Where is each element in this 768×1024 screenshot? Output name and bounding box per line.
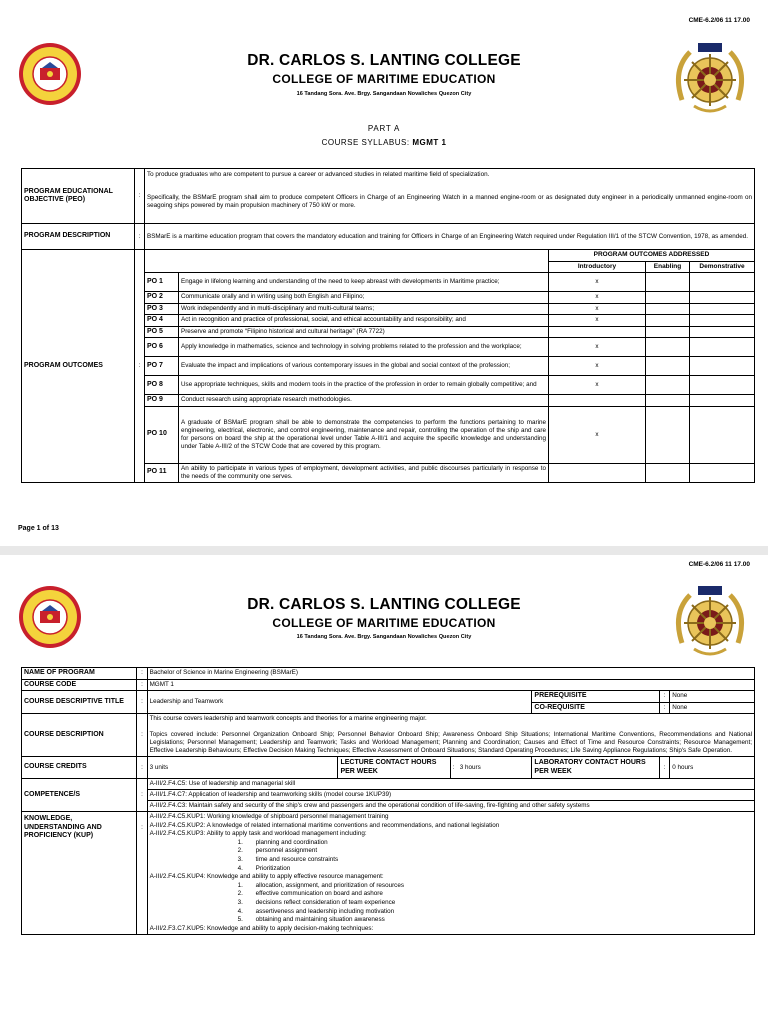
cell bbox=[238, 847, 752, 856]
cell-text: Apply knowledge in mathematics, science and technology in solving problems related to the profession and the workplace; bbox=[179, 338, 549, 357]
cell-text: : bbox=[135, 250, 145, 483]
cell bbox=[646, 273, 690, 292]
cell-text: COMPETENCE/S bbox=[22, 779, 137, 812]
cell-text: effective communication on board and ashore bbox=[255, 890, 383, 898]
cell-text: Leadership and Teamwork bbox=[147, 691, 532, 714]
cell bbox=[690, 376, 755, 395]
part-label: PART A bbox=[367, 124, 401, 133]
cell bbox=[646, 395, 690, 407]
cell-text: Preserve and promote “Filipino historical and cultural heritage” (RA 7722) bbox=[179, 326, 549, 338]
cell-text: None bbox=[670, 691, 755, 703]
cell-text: 3 hours bbox=[459, 763, 481, 771]
cell-text: Evaluate the impact and implications of various contemporary issues in the global and social context of the profession; bbox=[179, 357, 549, 376]
program-table bbox=[21, 168, 755, 483]
cell bbox=[238, 839, 752, 848]
cell-text: KNOWLEDGE, UNDERSTANDING AND PROFICIENCY (KUP) bbox=[22, 812, 137, 935]
program-description-text: BSMarE is a maritime education program that covers the mandatory education and training for Officers in Charge of an Engineering Watch required under Regulation III/1 of the STCW Convention, 1978, as amended. bbox=[145, 224, 755, 250]
cell-text: Engage in lifelong learning and understanding of the need to keep abreast with developments in Maritime practice; bbox=[179, 273, 549, 292]
peo-line-2: Specifically, the BSMarE program shall aim to produce competent Officers in Charge of an Engineering Watch in a manned engine-room or as designated duty engineer in a periodically unmanned engine-room on seagoing ships powered by main propulsion machinery of 750 kW or more. bbox=[145, 182, 755, 224]
cell-text: : bbox=[137, 691, 147, 714]
cell bbox=[646, 463, 690, 482]
cell bbox=[646, 376, 690, 395]
cell bbox=[238, 865, 752, 874]
cell-text: : bbox=[660, 757, 670, 779]
department-name: COLLEGE OF MARITIME EDUCATION bbox=[272, 616, 496, 630]
cell-text: PO 7 bbox=[145, 357, 179, 376]
cell-text: PO 3 bbox=[145, 303, 179, 315]
cell bbox=[690, 463, 755, 482]
cell-text bbox=[549, 463, 646, 482]
college-name: DR. CARLOS S. LANTING COLLEGE bbox=[247, 596, 521, 613]
program-description-label: PROGRAM DESCRIPTION bbox=[22, 224, 135, 250]
cell-text: CO-REQUISITE bbox=[532, 702, 660, 714]
cell-text: 1. bbox=[237, 881, 243, 889]
syllabus-page-2 bbox=[0, 555, 768, 1024]
competence-row bbox=[22, 779, 755, 812]
cell bbox=[690, 315, 755, 327]
cell-text: A-III/2.F4.C3: Maintain safety and security of the ship's crew and passengers and the operational condition of life-saving, fire-fighting and other safety systems bbox=[149, 802, 590, 809]
cell-text: obtaining and maintaining situation awareness bbox=[255, 916, 385, 924]
cell-text: COURSE CREDITS bbox=[22, 757, 137, 779]
cell bbox=[238, 890, 752, 899]
cell bbox=[145, 250, 549, 262]
cell-text: An ability to participate in various types of employment, development activities, and public discourses particularly in response to the needs of the community one serves. bbox=[179, 463, 549, 482]
cell-text: 3. bbox=[237, 898, 243, 906]
cell-text: x bbox=[549, 315, 646, 327]
cell-text: MGMT 1 bbox=[147, 679, 754, 691]
maritime-emblem-icon bbox=[668, 583, 752, 661]
course-info-table bbox=[21, 667, 755, 935]
cell bbox=[690, 395, 755, 407]
cell-text: PO 10 bbox=[145, 406, 179, 463]
cell bbox=[646, 357, 690, 376]
cell bbox=[147, 812, 754, 935]
col-introductory: Introductory bbox=[549, 261, 646, 273]
cell-text: planning and coordination bbox=[255, 838, 328, 846]
cell-text: Communicate orally and in writing using both English and Filipino; bbox=[179, 292, 549, 304]
cell-text: PO 11 bbox=[145, 463, 179, 482]
cell-text: PO 2 bbox=[145, 292, 179, 304]
peo-label: PROGRAM EDUCATIONAL OBJECTIVE (PEO) bbox=[22, 169, 135, 224]
cell-text: Topics covered include: Personnel Organization Onboard Ship; Personnel Behavior Onboard Ship; Awareness Onboard Ship Situations; International Maritime Conventions, Recommendations and National Legislations; Personnel Management; Leadership and Teamwork; Tasks and Workload Management; Planning and Coordination; Causes and Effect of Time and Resource Constraints; Resource Management; Effective Leadership Behaviours; Effective Decision Making Techniques; Effective Assessment of Onboard Situations; Standard Operating Procedures; Life Saving Appliance Regulations; Ship's Safe Operation. bbox=[149, 731, 752, 754]
cell-text: allocation, assignment, and prioritization of resources bbox=[255, 881, 404, 889]
cell-text: : bbox=[137, 668, 147, 680]
course-credits-row bbox=[22, 757, 755, 779]
cell-text: PO 5 bbox=[145, 326, 179, 338]
cell-text: PO 8 bbox=[145, 376, 179, 395]
cell-text bbox=[549, 326, 646, 338]
cell bbox=[150, 723, 752, 731]
cell bbox=[690, 338, 755, 357]
col-enabling: Enabling bbox=[646, 261, 690, 273]
cell bbox=[238, 856, 752, 865]
cell bbox=[690, 303, 755, 315]
maritime-emblem-icon bbox=[668, 40, 752, 118]
cell bbox=[22, 250, 755, 262]
cell-text: x bbox=[549, 303, 646, 315]
cell-text: A-III/2.F4.C5.KUP2: A knowledge of related international maritime conventions and recommendations, and national legislation bbox=[149, 821, 500, 829]
department-name: COLLEGE OF MARITIME EDUCATION bbox=[272, 72, 496, 86]
cell-text: A-III/2.F4.C5.KUP1: Working knowledge of shipboard personnel management training bbox=[149, 813, 389, 820]
cell-text: COURSE DESCRIPTIVE TITLE bbox=[22, 691, 137, 714]
cell-text: x bbox=[549, 406, 646, 463]
college-address: 16 Tandang Sora. Ave. Brgy. Sangandaan Novaliches Quezon City bbox=[296, 91, 472, 97]
course-description-row bbox=[22, 714, 755, 757]
cell-text bbox=[549, 395, 646, 407]
cell bbox=[145, 261, 549, 273]
cell-text: Prioritization bbox=[255, 864, 291, 872]
col-demonstrative: Demonstrative bbox=[690, 261, 755, 273]
cell-text: x bbox=[549, 338, 646, 357]
cell bbox=[690, 357, 755, 376]
program-outcomes-label: PROGRAM OUTCOMES bbox=[22, 250, 135, 483]
cell-text: 4. bbox=[237, 907, 243, 915]
cell-text: A-III/2.F4.C5.KUP4: Knowledge and ability to apply effective resource management: bbox=[149, 873, 384, 881]
cell bbox=[238, 908, 752, 917]
cell-text: PO 6 bbox=[145, 338, 179, 357]
cell-text: Bachelor of Science in Marine Engineering (BSMarE) bbox=[147, 668, 754, 680]
cell-text: None bbox=[670, 702, 755, 714]
cell-text: 4. bbox=[237, 864, 243, 872]
cell bbox=[646, 303, 690, 315]
cell-text: A graduate of BSMarE program shall be able to demonstrate the competencies to perform the functions pertaining to marine engineering, electrical, electronic, and control engineering, maintenance and repair, controlling the operation of the ship and care for persons on board the ship at the operational level under Table A-III/1 and acquire the specific knowledge and understanding under Table A-III/2 of the STCW Code that are covered by this program. bbox=[179, 406, 549, 463]
cell bbox=[147, 714, 754, 757]
cell-text: PO 1 bbox=[145, 273, 179, 292]
cell-text: : bbox=[660, 691, 670, 703]
document-reference: CME-6.2/06 11 17.00 bbox=[688, 17, 750, 24]
college-name: DR. CARLOS S. LANTING COLLEGE bbox=[247, 52, 521, 69]
cell-text: This course covers leadership and teamwork concepts and theories for a marine engineering major. bbox=[149, 715, 427, 722]
cell-text: : bbox=[137, 679, 147, 691]
cell-text: x bbox=[549, 357, 646, 376]
college-address: 16 Tandang Sora. Ave. Brgy. Sangandaan Novaliches Quezon City bbox=[296, 634, 472, 640]
cell-text: : bbox=[452, 763, 455, 771]
cell-text: : bbox=[135, 224, 145, 250]
cell-text: A-III/2.F4.C5.KUP3: Ability to apply task and workload management including: bbox=[149, 830, 367, 838]
cell-text: 3 units bbox=[147, 757, 338, 779]
cell-text: 0 hours bbox=[670, 757, 755, 779]
cell-text: A-III/2.F3.C7.KUP5: Knowledge and ability to apply decision-making techniques: bbox=[149, 924, 374, 932]
course-code-row bbox=[22, 679, 755, 691]
cell-text: A-III/1.F4.C7: Application of leadership and teamworking skills (model course 1KUP39) bbox=[148, 790, 754, 801]
cell bbox=[690, 326, 755, 338]
cell-text: PREREQUISITE bbox=[532, 691, 660, 703]
cell bbox=[646, 406, 690, 463]
cell-text: : bbox=[137, 779, 147, 812]
cell bbox=[450, 757, 532, 779]
cell-text: : bbox=[135, 169, 145, 224]
cell-text: x bbox=[549, 292, 646, 304]
cell-text: 3. bbox=[237, 855, 243, 863]
cell-text: x bbox=[549, 376, 646, 395]
cell bbox=[690, 406, 755, 463]
cell-text: PO 9 bbox=[145, 395, 179, 407]
cell-text: personnel assignment bbox=[255, 847, 318, 855]
cell-text: LECTURE CONTACT HOURS PER WEEK bbox=[338, 757, 450, 779]
cell-text: : bbox=[137, 757, 147, 779]
cell-text: x bbox=[549, 273, 646, 292]
cell bbox=[238, 899, 752, 908]
cell-text: COURSE DESCRIPTION bbox=[22, 714, 137, 757]
cell-text: assertiveness and leadership including motivation bbox=[255, 907, 395, 915]
cell-text: : bbox=[660, 702, 670, 714]
cell-text: : bbox=[137, 714, 147, 757]
cell-text: 5. bbox=[237, 916, 243, 924]
cell bbox=[238, 916, 752, 925]
cell bbox=[646, 292, 690, 304]
cell-text: decisions reflect consideration of team experience bbox=[255, 898, 396, 906]
cell-text: COURSE CODE bbox=[22, 679, 137, 691]
cell bbox=[690, 273, 755, 292]
cell-text: NAME OF PROGRAM bbox=[22, 668, 137, 680]
cell-text: COURSE SYLLABUS: bbox=[321, 138, 410, 147]
cell-text: Use appropriate techniques, skills and modern tools in the practice of the profession in order to remain globally competitive; and bbox=[179, 376, 549, 395]
course-title-row bbox=[22, 691, 755, 703]
cell-text: A-III/2.F4.C5: Use of leadership and managerial skill bbox=[148, 779, 754, 790]
cell-text: Act in recognition and practice of professional, social, and ethical accountability and responsibility; and bbox=[179, 315, 549, 327]
cell-text: Work independently and in multi-disciplinary and multi-cultural teams; bbox=[179, 303, 549, 315]
syllabus-title bbox=[0, 138, 768, 147]
cell bbox=[690, 292, 755, 304]
kup-row bbox=[22, 812, 755, 935]
document-reference: CME-6.2/06 11 17.00 bbox=[688, 561, 750, 568]
cell bbox=[646, 338, 690, 357]
cell-text: : bbox=[137, 812, 147, 935]
cell bbox=[646, 326, 690, 338]
peo-line-1: To produce graduates who are competent to pursue a career or advanced studies in related maritime field of specialization. bbox=[145, 169, 755, 182]
cell-text: 2. bbox=[237, 847, 243, 855]
cell-text: Conduct research using appropriate research methodologies. bbox=[179, 395, 549, 407]
cell-text: MGMT 1 bbox=[412, 138, 447, 147]
peo-row bbox=[22, 169, 755, 182]
cell-text: 2. bbox=[237, 890, 243, 898]
page-separator bbox=[0, 546, 768, 555]
cell-text: 1. bbox=[237, 838, 243, 846]
cell bbox=[147, 779, 754, 812]
program-description-row bbox=[22, 224, 755, 250]
outcomes-addressed-header: PROGRAM OUTCOMES ADDRESSED bbox=[549, 250, 755, 262]
page-number: Page 1 of 13 bbox=[18, 525, 59, 532]
cell bbox=[646, 315, 690, 327]
cell-text: time and resource constraints bbox=[255, 855, 339, 863]
cell-text: LABORATORY CONTACT HOURS PER WEEK bbox=[532, 757, 660, 779]
cell-text: PO 4 bbox=[145, 315, 179, 327]
cell bbox=[238, 882, 752, 891]
program-name-row bbox=[22, 668, 755, 680]
